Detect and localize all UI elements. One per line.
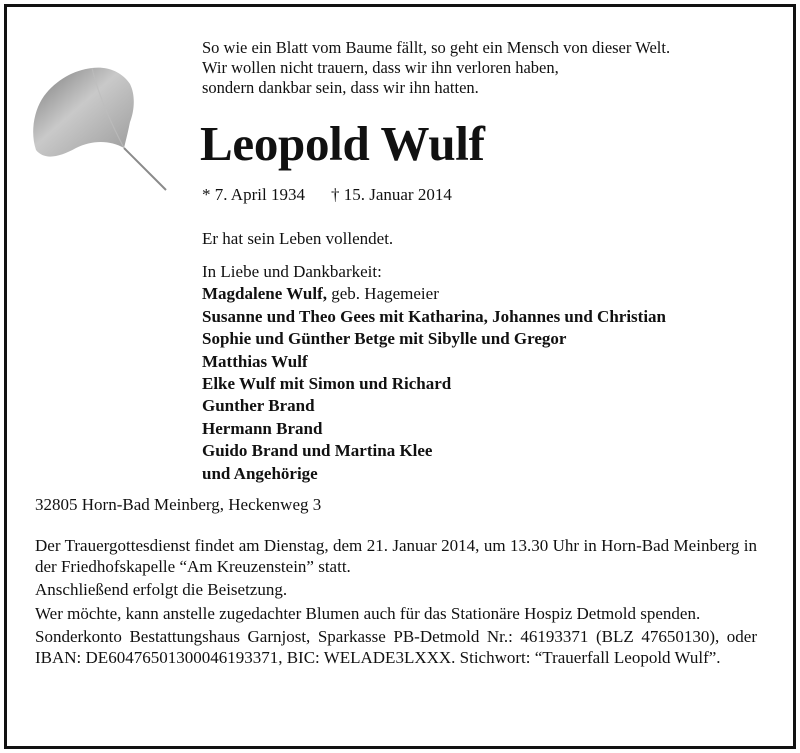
family-member-name: Magdalene Wulf, <box>202 284 327 304</box>
family-member: Gunther Brand <box>202 396 315 416</box>
poem-line: sondern dankbar sein, dass wir ihn hatten. <box>202 78 479 97</box>
poem-line: So wie ein Blatt vom Baume fällt, so geht ein Mensch von dieser Welt. <box>202 38 671 57</box>
life-dates <box>202 184 452 206</box>
statement: Er hat sein Leben vollendet. <box>202 229 394 248</box>
family-member: Guido Brand und Martina Klee <box>202 441 433 461</box>
family-intro: In Liebe und Dankbarkeit: <box>202 262 382 281</box>
family-member: Sophie und Günther Betge mit Sibylle und Gregor <box>202 329 567 349</box>
family-member: Hermann Brand <box>202 418 323 438</box>
address: 32805 Horn-Bad Meinberg, Heckenweg 3 <box>35 495 322 514</box>
death-date: † 15. Januar 2014 <box>330 185 452 204</box>
poem-line: Wir wollen nicht trauern, dass wir ihn verloren haben, <box>202 58 559 77</box>
family-member: Elke Wulf mit Simon und Richard <box>202 374 452 394</box>
service-info: Der Trauergottesdienst findet am Dienstag, dem 21. Januar 2014, um 13.30 Uhr in Horn-Bad Meinberg in der Friedhofskapelle “Am Kreuzenstein” statt. <box>35 536 757 576</box>
family-member: und Angehörige <box>202 463 318 483</box>
funeral-notice <box>35 536 757 671</box>
family-member: Matthias Wulf <box>202 351 308 371</box>
maiden-name: geb. Hagemeier <box>327 284 439 304</box>
burial-info: Anschließend erfolgt die Beisetzung. <box>35 580 288 599</box>
ginkgo-leaf-icon <box>32 62 172 194</box>
family-member: Susanne und Theo Gees mit Katharina, Johannes und Christian <box>202 306 667 326</box>
memorial-poem <box>202 38 670 98</box>
family-list <box>202 261 666 485</box>
bank-info: Sonderkonto Bestattungshaus Garnjost, Sparkasse PB-Detmold Nr.: 46193371 (BLZ 47650130), oder IBAN: DE60476501300046193371, BIC: WELADE3LXXX. Stichwort: “Trauerfall Leopold Wulf”. <box>35 627 757 667</box>
deceased-name: Leopold Wulf <box>200 116 485 171</box>
birth-date: * 7. April 1934 <box>202 185 305 204</box>
family-member <box>202 283 666 305</box>
donation-info: Wer möchte, kann anstelle zugedachter Blumen auch für das Stationäre Hospiz Detmold spenden. <box>35 603 701 623</box>
